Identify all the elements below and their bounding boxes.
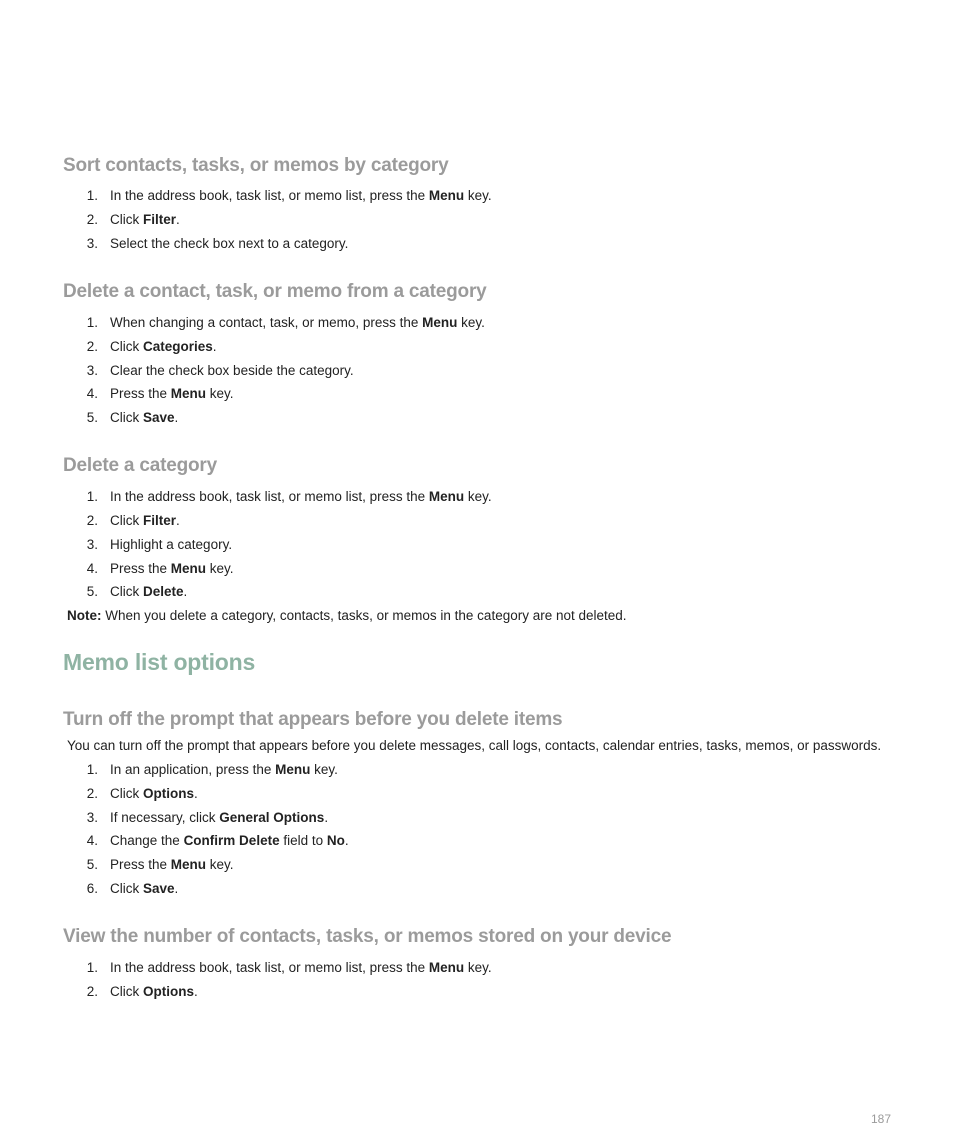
step-run: In the address book, task list, or memo list, press the	[110, 489, 429, 504]
section-heading: Delete a category	[63, 455, 217, 476]
step-number: 1.	[86, 315, 98, 330]
step-number: 4.	[86, 386, 98, 401]
step-run: Press the	[110, 857, 171, 872]
step-text	[110, 786, 198, 801]
step-emphasis: Options	[143, 984, 194, 999]
step-text	[110, 810, 328, 825]
step-run: In the address book, task list, or memo list, press the	[110, 188, 429, 203]
step-text	[110, 410, 178, 425]
step-run: Click	[110, 339, 143, 354]
step-run: .	[176, 513, 180, 528]
step-number: 3.	[86, 810, 98, 825]
step-emphasis: Menu	[428, 489, 465, 504]
step-number: 6.	[86, 881, 98, 896]
step-text	[110, 762, 338, 777]
step-run: key.	[206, 857, 234, 872]
step-number: 3.	[86, 537, 98, 552]
step-text	[110, 489, 492, 504]
step-text	[110, 833, 349, 848]
step-number: 4.	[86, 561, 98, 576]
step-emphasis: Delete	[143, 584, 184, 599]
step-run: In an application, press the	[110, 762, 276, 777]
step-run: Click	[110, 584, 143, 599]
step-run: Highlight a category.	[110, 537, 233, 552]
step-emphasis: Filter	[143, 212, 177, 227]
step-run: .	[212, 339, 217, 354]
step-text	[110, 188, 492, 203]
step-emphasis: Menu	[170, 561, 207, 576]
step-number: 2.	[86, 513, 98, 528]
section-heading: Turn off the prompt that appears before you delete items	[63, 709, 563, 730]
step-run: Press the	[110, 386, 171, 401]
step-text	[110, 363, 354, 378]
section-heading: Delete a contact, task, or memo from a category	[63, 281, 487, 302]
step-emphasis: Menu	[275, 762, 311, 777]
step-run: When changing a contact, task, or memo, press the	[110, 315, 423, 330]
step-number: 5.	[86, 857, 98, 872]
step-number: 2.	[86, 786, 98, 801]
step-emphasis: No	[326, 833, 345, 848]
step-text	[110, 513, 180, 528]
step-number: 2.	[86, 339, 98, 354]
step-run: In the address book, task list, or memo list, press the	[110, 960, 429, 975]
step-run: Press the	[110, 561, 171, 576]
step-number: 1.	[86, 188, 98, 203]
note	[67, 608, 627, 623]
step-number: 5.	[86, 410, 98, 425]
step-run: Click	[110, 513, 143, 528]
step-text	[110, 960, 492, 975]
step-run: key.	[206, 561, 234, 576]
intro-paragraph: You can turn off the prompt that appears before you delete messages, call logs, contacts, calendar entries, tasks, memos, or passwords.	[67, 738, 882, 753]
step-run: .	[176, 212, 180, 227]
step-run: Click	[110, 881, 143, 896]
step-run: key.	[464, 960, 492, 975]
step-number: 3.	[86, 236, 98, 251]
step-run: .	[324, 810, 329, 825]
step-text	[110, 339, 217, 354]
step-emphasis: Menu	[170, 857, 207, 872]
step-number: 4.	[86, 833, 98, 848]
step-number: 1.	[86, 762, 98, 777]
section-heading: View the number of contacts, tasks, or memos stored on your device	[63, 926, 672, 947]
step-text	[110, 212, 180, 227]
step-emphasis: Menu	[422, 315, 458, 330]
step-number: 1.	[86, 489, 98, 504]
step-run: key.	[310, 762, 338, 777]
step-text	[110, 584, 187, 599]
step-emphasis: Menu	[170, 386, 207, 401]
step-run: .	[194, 786, 198, 801]
step-emphasis: Save	[143, 410, 175, 425]
step-number: 1.	[86, 960, 98, 975]
step-run: .	[344, 833, 349, 848]
step-run: Select the check box next to a category.	[110, 236, 349, 251]
step-run: key.	[464, 188, 492, 203]
step-run: .	[174, 881, 179, 896]
step-emphasis: Confirm Delete	[183, 833, 280, 848]
step-run: .	[194, 984, 198, 999]
chapter-title: Memo list options	[63, 649, 256, 675]
step-text	[110, 857, 234, 872]
step-emphasis: Save	[143, 881, 175, 896]
step-text	[110, 984, 198, 999]
step-number: 2.	[86, 984, 98, 999]
step-run: key.	[206, 386, 234, 401]
step-run: Change the	[110, 833, 184, 848]
step-emphasis: Menu	[428, 188, 465, 203]
step-text	[110, 386, 234, 401]
step-run: Click	[110, 786, 143, 801]
step-emphasis: Categories	[143, 339, 213, 354]
step-text	[110, 236, 348, 251]
step-run: Click	[110, 212, 143, 227]
step-text	[110, 315, 485, 330]
step-run: .	[183, 584, 188, 599]
step-run: key.	[457, 315, 485, 330]
step-run: Click	[110, 410, 143, 425]
step-number: 5.	[86, 584, 98, 599]
page-number: 187	[871, 1112, 892, 1126]
step-number: 3.	[86, 363, 98, 378]
note-label: Note:	[67, 608, 102, 623]
step-run: key.	[464, 489, 492, 504]
step-run: If necessary, click	[110, 810, 220, 825]
step-text	[110, 881, 178, 896]
section-heading: Sort contacts, tasks, or memos by category	[63, 155, 449, 176]
step-text	[110, 537, 232, 552]
step-run: Clear the check box beside the category.	[110, 363, 354, 378]
step-number: 2.	[86, 212, 98, 227]
step-emphasis: General Options	[219, 810, 325, 825]
step-run: .	[174, 410, 179, 425]
step-emphasis: Options	[143, 786, 194, 801]
step-emphasis: Filter	[143, 513, 177, 528]
step-text	[110, 561, 234, 576]
step-run: field to	[279, 833, 327, 848]
step-run: Click	[110, 984, 143, 999]
note-text: When you delete a category, contacts, tasks, or memos in the category are not deleted.	[101, 608, 627, 623]
step-emphasis: Menu	[428, 960, 465, 975]
